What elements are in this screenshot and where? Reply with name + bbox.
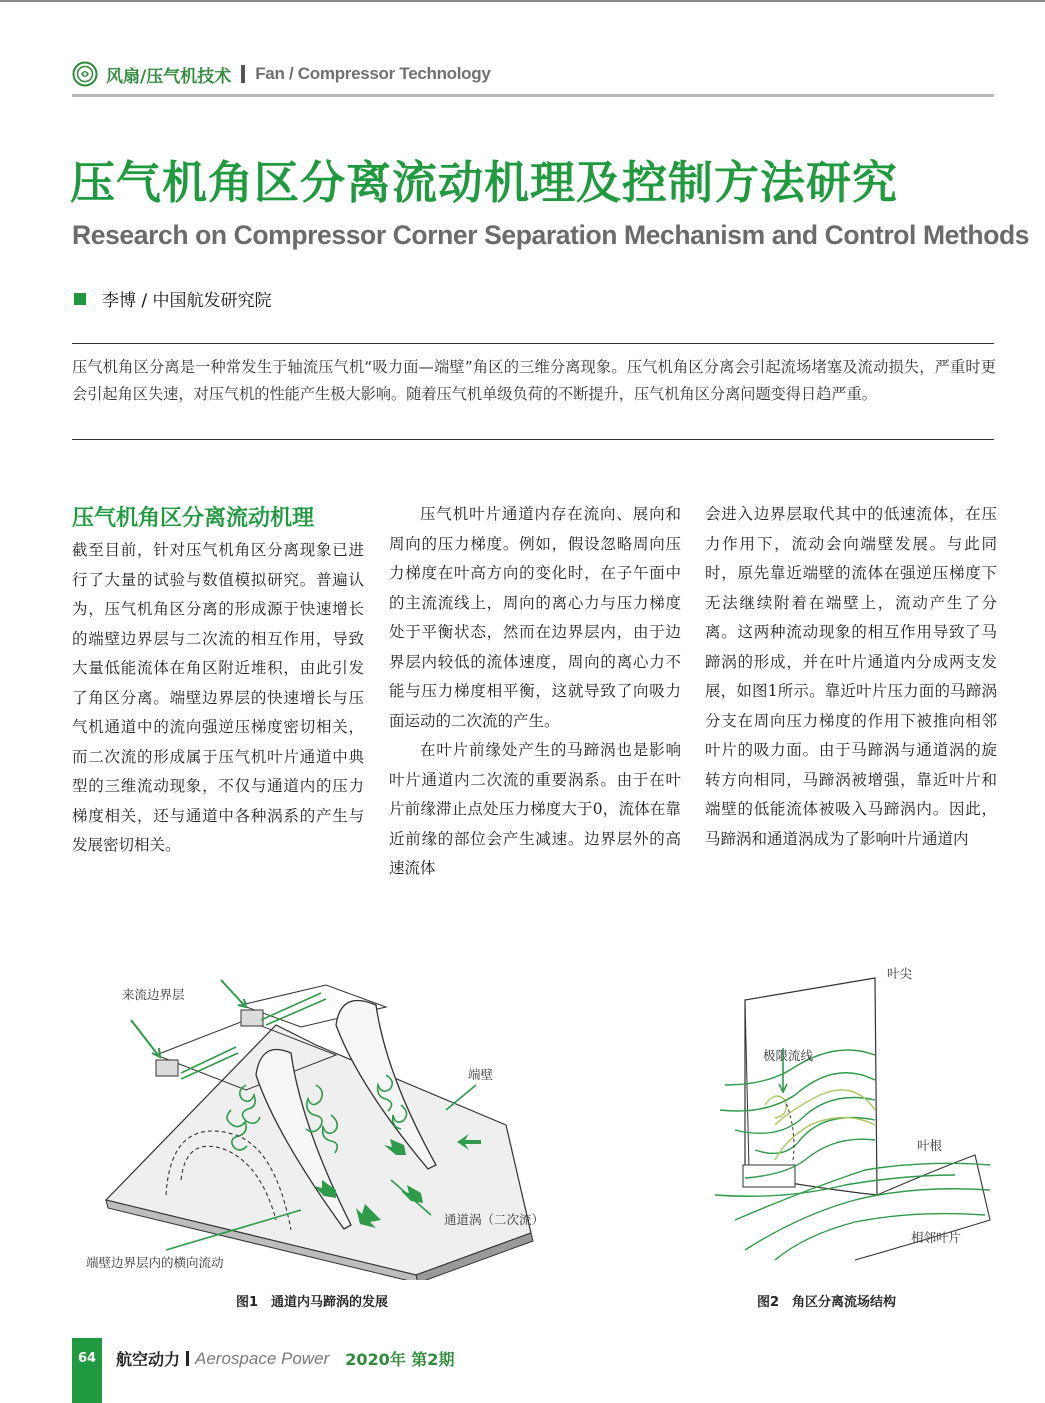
body-paragraph: 压气机叶片通道内存在流向、展向和周向的压力梯度。例如，假设忽略周向压力梯度在叶高方向的变化时，在子午面中的主流流线上，周向的离心力与压力梯度处于平衡状态，然而在边界层内，由于边界层内较低的流体速度，周向的离心力不能与压力梯度相平衡，这就导致了向吸力面运动的二次流的产生。 bbox=[389, 505, 681, 730]
footer-separator bbox=[186, 1351, 189, 1366]
journal-name-en: Aerospace Power bbox=[195, 1348, 330, 1368]
body-paragraph: 在叶片前缘处产生的马蹄涡也是影响叶片通道内二次流的重要涡系。由于在叶片前缘滞止点处压力梯度大于0，流体在靠近前缘的部位会产生减速。边界层外的高速流体 bbox=[389, 741, 681, 877]
footer-page-bar bbox=[72, 1338, 102, 1403]
author-name: 李博 / 中国航发研究院 bbox=[102, 291, 272, 311]
journal-issue: 2020年 第2期 bbox=[345, 1350, 455, 1369]
label-endwall: 端壁 bbox=[468, 1067, 494, 1082]
header-rule bbox=[72, 94, 994, 97]
abstract-rule-top bbox=[72, 343, 994, 344]
label-limit-streamline: 极限流线 bbox=[763, 1048, 814, 1063]
journal-logo-icon bbox=[72, 61, 98, 87]
label-transverse-flow: 端壁边界层内的横向流动 bbox=[86, 1255, 224, 1270]
label-inflow-boundary-layer: 来流边界层 bbox=[122, 987, 185, 1002]
body-column-2 bbox=[389, 500, 681, 884]
label-blade-root: 叶根 bbox=[917, 1138, 943, 1153]
body-column-3 bbox=[705, 500, 997, 854]
abstract: 压气机角区分离是一种常发生于轴流压气机“吸力面—端壁”角区的三维分离现象。压气机角区分离会引起流场堵塞及流动损失，严重时更会引起角区失速，对压气机的性能产生极大影响。随着压气机单级负荷的不断提升，压气机角区分离问题变得日趋严重。 bbox=[72, 358, 996, 403]
author-marker-icon bbox=[74, 293, 86, 305]
figure-1-caption: 图1 通道内马蹄涡的发展 bbox=[236, 1295, 389, 1310]
label-blade-tip: 叶尖 bbox=[887, 966, 913, 981]
label-adjacent-blade: 相邻叶片 bbox=[911, 1230, 962, 1245]
journal-name-cn: 航空动力 bbox=[116, 1350, 181, 1369]
header-separator bbox=[241, 65, 245, 83]
body-paragraph: 截至目前，针对压气机角区分离现象已进行了大量的试验与数值模拟研究。普遍认为，压气机角区分离的形成源于快速增长的端壁边界层与二次流的相互作用，导致大量低能流体在角区附近堆积，由此引发了角区分离。端壁边界层的快速增长与压气机通道中的流向强逆压梯度密切相关，而二次流的形成属于压气机叶片通道中典型的三维流动现象，不仅与通道内的压力梯度相关，还与通道中各种涡系的产生与发展密切相关。 bbox=[72, 541, 364, 854]
section-name-cn: 风扇/压气机技术 bbox=[106, 66, 232, 87]
article-title-en: Research on Compressor Corner Separation Mechanism and Control Methods bbox=[72, 220, 1030, 250]
abstract-rule-bottom bbox=[72, 439, 994, 440]
blade-surface bbox=[745, 978, 877, 1195]
body-paragraph: 会进入边界层取代其中的低速流体，在压力作用下，流动会向端壁发展。与此同时，原先靠近端壁的流体在强逆压梯度下无法继续附着在端壁上，流动产生了分离。这两种流动现象的相互作用导致了马蹄涡的形成，并在叶片通道内分成两支发展，如图1所示。靠近叶片压力面的马蹄涡分支在周向压力梯度的作用下被推向相邻叶片的吸力面。由于马蹄涡与通道涡的旋转方向相同，马蹄涡被增强，靠近叶片和端壁的低能流体被吸入马蹄涡内。因此，马蹄涡和通道涡成为了影响叶片通道内 bbox=[705, 505, 997, 848]
section-name-en: Fan / Compressor Technology bbox=[255, 64, 491, 83]
figure-2-caption: 图2 角区分离流场结构 bbox=[757, 1295, 897, 1310]
figure-1-illustration bbox=[86, 965, 606, 1280]
body-column-1 bbox=[72, 500, 364, 861]
footer-journal bbox=[116, 1347, 454, 1370]
running-header bbox=[72, 60, 491, 88]
label-passage-vortex: 通道涡（二次流） bbox=[444, 1212, 545, 1227]
section-heading: 压气机角区分离流动机理 bbox=[72, 506, 315, 531]
top-rule bbox=[0, 0, 1045, 2]
article-title-cn: 压气机角区分离流动机理及控制方法研究 bbox=[70, 156, 899, 209]
page-number: 64 bbox=[77, 1351, 97, 1366]
author-line bbox=[74, 286, 272, 311]
figure-2-illustration bbox=[705, 960, 995, 1280]
